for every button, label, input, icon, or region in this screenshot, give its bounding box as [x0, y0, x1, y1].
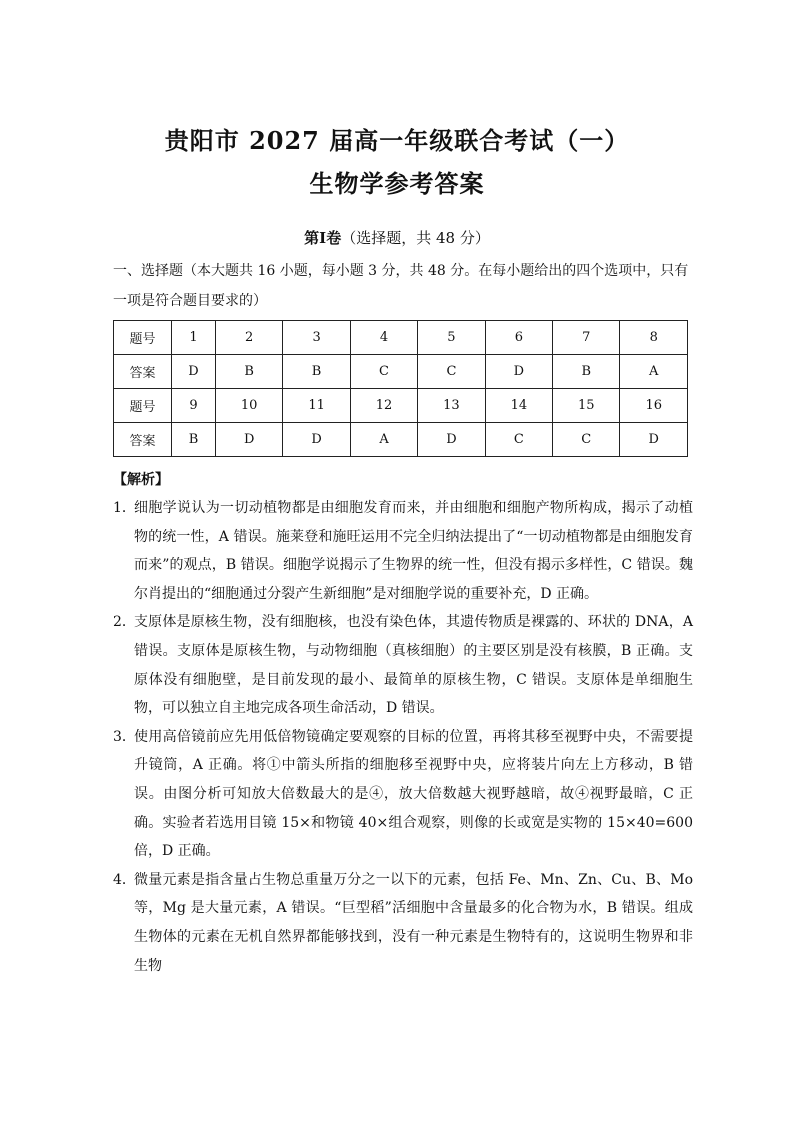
table-cell: A — [350, 423, 417, 457]
document-subtitle: 生物学参考答案 — [309, 169, 485, 198]
analysis-label: 【解析】 — [113, 472, 169, 488]
table-cell: 5 — [418, 321, 485, 355]
table-row — [114, 355, 688, 389]
table-cell: 11 — [283, 389, 350, 423]
table-row-header: 题号 — [114, 389, 172, 423]
analysis-item-number: 1． — [113, 500, 136, 516]
document-title: 贵阳市 2027 届高一年级联合考试（一） — [164, 126, 630, 155]
analysis-item-number: 2． — [113, 614, 136, 631]
table-cell: B — [283, 355, 350, 389]
table-row-header: 答案 — [114, 355, 172, 389]
table-cell: D — [418, 423, 485, 457]
table-cell: 4 — [350, 321, 417, 355]
table-cell: C — [350, 355, 417, 389]
section-heading-detail: （选择题，共 48 分） — [341, 229, 490, 247]
table-row — [114, 423, 688, 457]
table-cell: 1 — [172, 321, 216, 355]
table-cell: 9 — [172, 389, 216, 423]
table-cell: B — [553, 355, 620, 389]
table-cell: 7 — [553, 321, 620, 355]
table-cell: D — [620, 423, 688, 457]
table-cell: D — [485, 355, 552, 389]
table-cell: 15 — [553, 389, 620, 423]
table-cell: 12 — [350, 389, 417, 423]
table-row-header: 答案 — [114, 423, 172, 457]
section-heading — [0, 227, 794, 248]
table-cell: 3 — [283, 321, 350, 355]
table-cell: C — [553, 423, 620, 457]
table-cell: 8 — [620, 321, 688, 355]
answer-table — [113, 320, 688, 457]
table-cell: D — [283, 423, 350, 457]
analysis-item — [113, 723, 693, 866]
table-row — [114, 321, 688, 355]
section-heading-volume: 第Ⅰ卷 — [304, 229, 342, 247]
table-cell: C — [485, 423, 552, 457]
analysis-item-number: 3． — [113, 728, 136, 745]
table-cell: B — [172, 423, 216, 457]
table-row-header: 题号 — [114, 321, 172, 355]
analysis-item — [113, 866, 693, 980]
table-cell: 2 — [215, 321, 282, 355]
table-cell: A — [620, 355, 688, 389]
table-cell: 10 — [215, 389, 282, 423]
table-cell: D — [215, 423, 282, 457]
analysis-item-text: 细胞学说认为一切动植物都是由细胞发育而来，并由细胞和细胞产物所构成，揭示了动植物的统一性，A 错误。施莱登和施旺运用不完全归纳法提出了“一切动植物都是由细胞发育而来”的观点，B 错误。细胞学说揭示了生物界的统一性，但没有揭示多样性，C 错误。魏尔肖提出的“细胞通过分裂产生新细胞”是对细胞学说的重要补充，D 正确。 — [134, 500, 693, 602]
table-cell: D — [172, 355, 216, 389]
analysis-item-text: 支原体是原核生物，没有细胞核，也没有染色体，其遗传物质是裸露的、环状的 DNA，A 错误。支原体是原核生物，与动物细胞（真核细胞）的主要区别是没有核膜，B 正确。支原体没有细胞壁，是目前发现的最小、最简单的原核生物，C 错误。支原体是单细胞生物，可以独立自主地完成各项生命活动，D 错误。 — [134, 614, 693, 717]
section-intro: 一、选择题（本大题共 16 小题，每小题 3 分，共 48 分。在每小题给出的四个选项中，只有一项是符合题目要求的） — [113, 263, 689, 309]
table-cell: 16 — [620, 389, 688, 423]
table-row — [114, 389, 688, 423]
analysis-item-text: 微量元素是指含量占生物总重量万分之一以下的元素，包括 Fe、Mn、Zn、Cu、B、Mo 等，Mg 是大量元素，A 错误。“巨型稻”活细胞中含量最多的化合物为水，B 错误。组成生物体的元素在无机自然界都能够找到，没有一种元素是生物特有的，这说明生物界和非生物 — [134, 871, 693, 974]
table-cell: 13 — [418, 389, 485, 423]
analysis-item-text: 使用高倍镜前应先用低倍物镜确定要观察的目标的位置，再将其移至视野中央，不需要提升镜筒，A 正确。将①中箭头所指的细胞移至视野中央，应将装片向左上方移动，B 错误。由图分析可知放大倍数最大的是④，放大倍数越大视野越暗，故④视野最暗，C 正确。实验者若选用目镜 15×和物镜 40×组合观察，则像的长或宽是实物的 15×40=600 倍，D 正确。 — [134, 728, 693, 860]
table-cell: C — [418, 355, 485, 389]
table-cell: B — [215, 355, 282, 389]
analysis-item-number: 4． — [113, 871, 136, 888]
analysis-item — [113, 494, 693, 608]
table-cell: 14 — [485, 389, 552, 423]
analysis-item — [113, 608, 693, 722]
table-cell: 6 — [485, 321, 552, 355]
analysis-list — [113, 494, 693, 980]
